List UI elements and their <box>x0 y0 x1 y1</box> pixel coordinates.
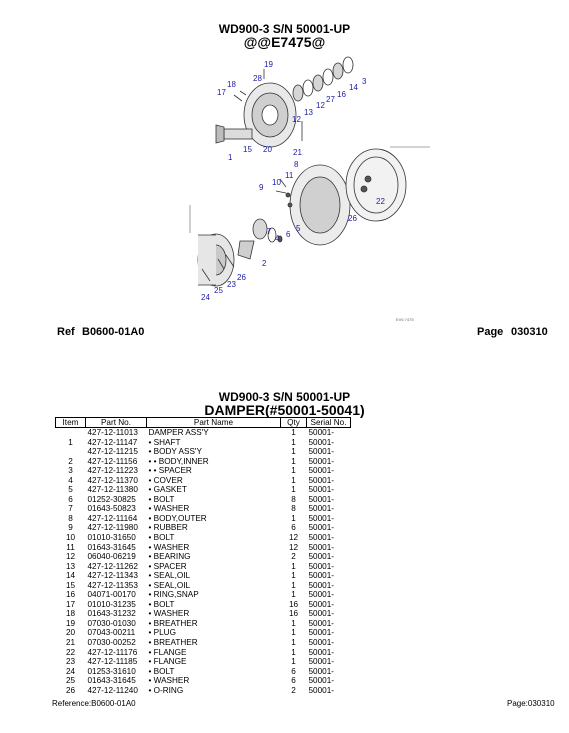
serial-number-cell: 50001- <box>308 618 334 628</box>
part-number-cell: 01253-31610 <box>87 666 136 676</box>
part-name-cell: • BOLT <box>148 494 175 504</box>
part-number-cell: 06040-06219 <box>87 552 136 562</box>
part-number-cell: 07030-00252 <box>87 638 136 648</box>
callout-4: 4 <box>275 234 280 243</box>
table-row <box>56 609 351 619</box>
table-row <box>56 571 351 581</box>
item-number-cell: 7 <box>68 504 73 514</box>
callout-24: 24 <box>201 293 210 302</box>
callout-26b: 26 <box>237 273 246 282</box>
part-number-cell: 01643-50823 <box>87 504 136 514</box>
part-number-cell: 04071-00170 <box>87 590 136 600</box>
page-code: @@E7475@ <box>243 34 326 50</box>
ref-label: Ref <box>57 326 75 338</box>
part-number-cell: 427-12-11223 <box>87 466 138 476</box>
serial-number-cell: 50001- <box>308 485 334 495</box>
callout-12b: 12 <box>292 115 301 124</box>
table-row <box>56 523 351 533</box>
col-header-item: Item <box>56 418 86 428</box>
part-number-cell: 427-12-11176 <box>87 647 138 657</box>
col-header-serial: Serial No. <box>307 418 351 428</box>
serial-number-cell: 50001- <box>308 533 334 543</box>
part-name-cell: • BOLT <box>148 533 175 543</box>
callout-25: 25 <box>214 286 223 295</box>
page-model-title: WD900-3 S/N 50001-UP <box>218 22 351 36</box>
quantity-cell: 1 <box>291 437 296 447</box>
part-name-cell: • O-RING <box>148 685 184 695</box>
serial-number-cell: 50001- <box>308 685 334 695</box>
item-number-cell: 22 <box>65 647 76 657</box>
part-number-cell: 427-12-11156 <box>87 456 138 466</box>
item-number-cell: 16 <box>65 590 76 600</box>
bolt-part <box>234 95 242 101</box>
part-name-cell: • SEAL,OIL <box>148 571 191 581</box>
col-header-qty: Qty <box>281 418 307 428</box>
serial-number-cell: 50001- <box>308 466 334 476</box>
part-name-cell: • WASHER <box>148 676 190 686</box>
part-name-cell: • WASHER <box>148 504 190 514</box>
table-row <box>56 667 351 677</box>
part-name-cell: • FLANGE <box>148 657 187 667</box>
col-header-part-name: Part Name <box>147 418 281 428</box>
item-number-cell: 18 <box>65 609 76 619</box>
item-number-cell: 6 <box>68 494 73 504</box>
callout-22: 22 <box>376 197 385 206</box>
part-name-cell: • WASHER <box>148 542 190 552</box>
serial-number-cell: 50001- <box>308 666 334 676</box>
footer-reference: Reference:B0600-01A0 <box>52 699 136 708</box>
serial-number-cell: 50001- <box>308 428 334 437</box>
table-row <box>56 581 351 591</box>
item-number-cell: 23 <box>65 657 76 667</box>
quantity-cell: 1 <box>291 590 296 600</box>
callout-26: 26 <box>348 214 357 223</box>
item-number-cell: 4 <box>68 475 73 485</box>
quantity-cell: 12 <box>288 542 299 552</box>
serial-number-cell: 50001- <box>308 628 334 638</box>
part-name-cell: • • BODY,INNER <box>148 456 209 466</box>
item-number-cell: 2 <box>68 456 73 466</box>
quantity-cell: 1 <box>291 428 296 437</box>
part-number-cell: 427-12-11262 <box>87 561 138 571</box>
quantity-cell: 1 <box>291 447 296 457</box>
callout-2: 2 <box>262 259 267 268</box>
table-row <box>56 457 351 467</box>
item-number-cell: 8 <box>68 513 73 523</box>
item-number-cell: 13 <box>65 561 76 571</box>
ref-value: B0600-01A0 <box>82 326 145 338</box>
part-name-cell: • BOLT <box>148 666 175 676</box>
table-row <box>56 648 351 658</box>
part-number-cell: 427-12-11215 <box>87 447 138 457</box>
item-number-cell: 14 <box>65 571 76 581</box>
callout-18: 18 <box>227 80 236 89</box>
serial-number-cell: 50001- <box>308 590 334 600</box>
quantity-cell: 8 <box>291 494 296 504</box>
serial-number-cell: 50001- <box>308 657 334 667</box>
serial-number-cell: 50001- <box>308 437 334 447</box>
quantity-cell: 16 <box>288 599 299 609</box>
part-name-cell: • WASHER <box>148 609 190 619</box>
callout-7: 7 <box>267 227 272 236</box>
serial-number-cell: 50001- <box>308 638 334 648</box>
serial-number-cell: 50001- <box>308 580 334 590</box>
part-name-cell: • BEARING <box>148 552 191 562</box>
quantity-cell: 1 <box>291 475 296 485</box>
quantity-cell: 1 <box>291 456 296 466</box>
callout-21: 21 <box>293 148 302 157</box>
part-number-cell: 427-12-11980 <box>87 523 138 533</box>
part-name-cell: • RUBBER <box>148 523 188 533</box>
table-row <box>56 438 351 448</box>
quantity-cell: 8 <box>291 504 296 514</box>
part-name-cell: • PLUG <box>148 628 176 638</box>
page-label: Page <box>477 326 504 338</box>
serial-number-cell: 50001- <box>308 561 334 571</box>
table-header-row <box>56 418 351 428</box>
col-header-part-no: Part No. <box>86 418 147 428</box>
part-number-cell: 427-12-11185 <box>87 657 138 667</box>
table-row <box>56 676 351 686</box>
page-value: 030310 <box>511 326 548 338</box>
item-number-cell: 11 <box>66 542 75 552</box>
item-number-cell: 1 <box>68 437 73 447</box>
table-row <box>56 495 351 505</box>
callout-12: 12 <box>316 101 325 110</box>
table-row <box>56 485 351 495</box>
table-row <box>56 466 351 476</box>
callout-19: 19 <box>264 60 273 69</box>
table-row <box>56 686 351 696</box>
serial-number-cell: 50001- <box>308 447 334 457</box>
part-name-cell: • • SPACER <box>148 466 192 476</box>
part-number-cell: 01643-31232 <box>87 609 136 619</box>
callout-1: 1 <box>228 153 233 162</box>
quantity-cell: 1 <box>291 638 296 648</box>
table-row <box>56 638 351 648</box>
part-number-cell: 01010-31235 <box>87 599 136 609</box>
table-row <box>56 552 351 562</box>
item-number-cell: 21 <box>65 638 76 648</box>
callout-28: 28 <box>253 74 262 83</box>
callout-15: 15 <box>243 145 252 154</box>
item-number-cell: 19 <box>65 618 76 628</box>
item-number-cell: 9 <box>68 523 73 533</box>
callout-3: 3 <box>362 77 367 86</box>
serial-number-cell: 50001- <box>308 513 334 523</box>
quantity-cell: 12 <box>288 533 299 543</box>
quantity-cell: 1 <box>291 628 296 638</box>
item-number-cell: 25 <box>65 676 76 686</box>
serial-number-cell: 50001- <box>308 523 334 533</box>
washer-part <box>240 91 246 95</box>
serial-number-cell: 50001- <box>308 676 334 686</box>
callout-14: 14 <box>349 83 358 92</box>
callout-27: 27 <box>326 95 335 104</box>
part-name-cell: • RING,SNAP <box>148 590 199 600</box>
part-number-cell: 01010-31650 <box>87 533 136 543</box>
callout-8: 8 <box>294 160 299 169</box>
part-name-cell: • BREATHER <box>148 638 198 648</box>
item-number-cell: 5 <box>68 485 73 495</box>
serial-number-cell: 50001- <box>308 609 334 619</box>
table-row <box>56 543 351 553</box>
callout-17: 17 <box>217 88 226 97</box>
part-name-cell: • SEAL,OIL <box>148 580 191 590</box>
part-name-cell: • BOLT <box>148 599 175 609</box>
part-number-cell: 01643-31645 <box>87 542 136 552</box>
part-name-cell: • COVER <box>148 475 183 485</box>
callout-16: 16 <box>337 90 346 99</box>
callout-11: 11 <box>285 171 294 180</box>
table-row <box>56 562 351 572</box>
table-row <box>56 619 351 629</box>
part-name-cell: • BODY ASS'Y <box>148 447 202 457</box>
diagram-small-code: EV6 7475 <box>396 317 414 322</box>
table-row <box>56 428 351 438</box>
part-name-cell: • BODY,OUTER <box>148 513 207 523</box>
serial-number-cell: 50001- <box>308 571 334 581</box>
item-number-cell: 10 <box>65 533 76 543</box>
callout-5: 5 <box>296 224 301 233</box>
serial-number-cell: 50001- <box>308 599 334 609</box>
part-name-cell: • FLANGE <box>148 647 187 657</box>
serial-number-cell: 50001- <box>308 552 334 562</box>
item-number-cell <box>56 428 86 438</box>
part-number-cell: 427-12-11164 <box>87 513 138 523</box>
item-number-cell: 17 <box>65 599 76 609</box>
callout-6: 6 <box>286 230 291 239</box>
callout-13: 13 <box>304 108 313 117</box>
parts-table-body <box>56 428 351 696</box>
part-number-cell: 427-12-11353 <box>87 580 138 590</box>
quantity-cell: 1 <box>291 580 296 590</box>
table-row <box>56 504 351 514</box>
quantity-cell: 1 <box>291 647 296 657</box>
item-number-cell: 20 <box>65 628 76 638</box>
quantity-cell: 6 <box>291 523 296 533</box>
footer-page: Page:030310 <box>507 699 555 708</box>
table-row <box>56 657 351 667</box>
quantity-cell: 1 <box>291 466 296 476</box>
callout-10: 10 <box>272 178 281 187</box>
parts-table <box>55 417 351 695</box>
serial-number-cell: 50001- <box>308 456 334 466</box>
quantity-cell: 1 <box>291 485 296 495</box>
part-number-cell: 427-12-11380 <box>87 485 138 495</box>
quantity-cell: 1 <box>291 513 296 523</box>
quantity-cell: 1 <box>291 571 296 581</box>
table-row <box>56 628 351 638</box>
part-number-cell: 01643-31645 <box>87 676 136 686</box>
item-number-cell: 12 <box>65 552 76 562</box>
part-number-cell: 427-12-11370 <box>87 475 138 485</box>
part-number-cell: 427-12-11240 <box>87 685 138 695</box>
table-row <box>56 590 351 600</box>
flange-right-part <box>346 149 406 221</box>
serial-number-cell: 50001- <box>308 494 334 504</box>
serial-number-cell: 50001- <box>308 504 334 514</box>
callout-20: 20 <box>263 145 272 154</box>
part-name-cell: DAMPER ASS'Y <box>148 428 209 437</box>
item-number-cell <box>56 447 86 457</box>
table-row <box>56 476 351 486</box>
quantity-cell: 2 <box>291 552 296 562</box>
part-name-cell: • SHAFT <box>148 437 181 447</box>
part-number-cell: 07030-01030 <box>87 618 136 628</box>
table-row <box>56 600 351 610</box>
part-name-cell: • BREATHER <box>148 618 198 628</box>
item-number-cell: 15 <box>65 580 76 590</box>
quantity-cell: 6 <box>291 676 296 686</box>
item-number-cell: 26 <box>65 685 76 695</box>
part-name-cell: • SPACER <box>148 561 187 571</box>
serial-number-cell: 50001- <box>308 542 334 552</box>
section-model-title: WD900-3 S/N 50001-UP <box>218 390 351 404</box>
part-number-cell: 427-12-11147 <box>87 437 138 447</box>
quantity-cell: 16 <box>288 609 299 619</box>
callout-9: 9 <box>259 183 264 192</box>
part-name-cell: • GASKET <box>148 485 187 495</box>
callout-23: 23 <box>227 280 236 289</box>
quantity-cell: 2 <box>291 685 296 695</box>
flange-lower-part <box>198 234 234 286</box>
quantity-cell: 1 <box>291 561 296 571</box>
item-number-cell: 24 <box>65 666 76 676</box>
table-row <box>56 447 351 457</box>
quantity-cell: 1 <box>291 657 296 667</box>
part-number-cell: 427-12-11343 <box>87 571 138 581</box>
part-number-cell: 01252-30825 <box>87 494 136 504</box>
part-number-cell: 427-12-11013 <box>87 428 138 437</box>
item-number-cell: 3 <box>68 466 73 476</box>
section-title: DAMPER(#50001-50041) <box>204 402 365 418</box>
quantity-cell: 1 <box>291 618 296 628</box>
serial-number-cell: 50001- <box>308 647 334 657</box>
serial-number-cell: 50001- <box>308 475 334 485</box>
table-row <box>56 533 351 543</box>
table-row <box>56 514 351 524</box>
part-number-cell: 07043-00211 <box>87 628 136 638</box>
coupling-part <box>238 241 254 259</box>
quantity-cell: 6 <box>291 666 296 676</box>
